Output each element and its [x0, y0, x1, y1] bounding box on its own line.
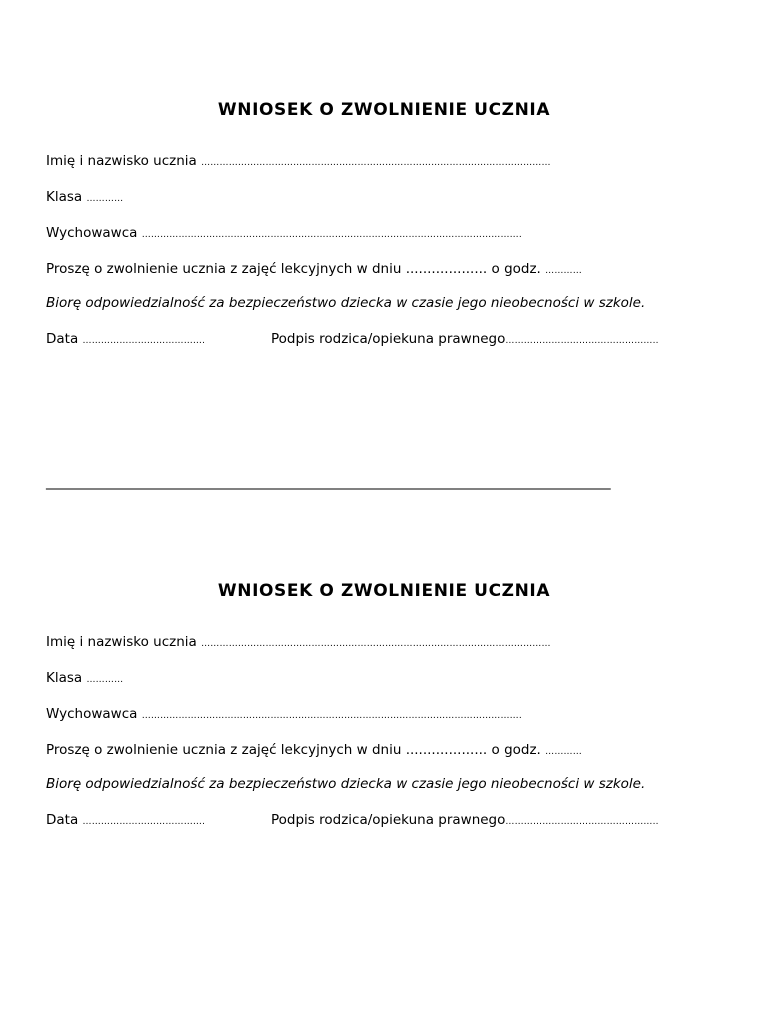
student-name-field: …………………………………………………………………………………………………… [201, 158, 551, 168]
teacher-label: Wychowawca [46, 706, 138, 722]
class-line [46, 189, 123, 205]
signature-field: ………………………………………….. [505, 336, 659, 346]
student-name-field: …………………………………………………………………………………………………… [201, 639, 551, 649]
student-name-label: Imię i nazwisko ucznia [46, 153, 197, 169]
request-line [46, 261, 582, 277]
signature-label: Podpis rodzica/opiekuna prawnego [271, 331, 506, 347]
form-title: WNIOSEK O ZWOLNIENIE UCZNIA [217, 100, 551, 120]
signature-line [46, 331, 659, 347]
teacher-label: Wychowawca [46, 225, 138, 241]
request-text: Proszę o zwolnienie ucznia z zajęć lekcyjnych w dniu ................... o godz. [46, 742, 541, 758]
signature-block [271, 812, 659, 828]
teacher-field: ……………………………………………………………………………………………………………. [141, 711, 522, 721]
signature-line [46, 812, 659, 828]
date-label: Data [46, 812, 79, 828]
request-time-field: ………… [545, 747, 582, 757]
signature-field: ………………………………………….. [505, 817, 659, 827]
student-name-line [46, 634, 551, 650]
request-line [46, 742, 582, 758]
teacher-line [46, 706, 522, 722]
responsibility-statement: Biorę odpowiedzialność za bezpieczeństwo dziecka w czasie jego nieobecności w szkole. [46, 776, 646, 792]
class-label: Klasa [46, 670, 83, 686]
date-field: …………………………………. [82, 336, 206, 346]
class-field: ………… [86, 675, 124, 685]
date-field: …………………………………. [82, 817, 206, 827]
student-name-line [46, 153, 551, 169]
signature-block [271, 331, 659, 347]
request-time-field: ………… [545, 266, 582, 276]
signature-label: Podpis rodzica/opiekuna prawnego [271, 812, 506, 828]
student-name-label: Imię i nazwisko ucznia [46, 634, 197, 650]
responsibility-statement: Biorę odpowiedzialność za bezpieczeństwo dziecka w czasie jego nieobecności w szkole. [46, 295, 646, 311]
class-field: ………… [86, 194, 124, 204]
teacher-line [46, 225, 522, 241]
class-label: Klasa [46, 189, 83, 205]
form-title: WNIOSEK O ZWOLNIENIE UCZNIA [217, 581, 551, 601]
class-line [46, 670, 123, 686]
teacher-field: ……………………………………………………………………………………………………………. [141, 230, 522, 240]
request-text: Proszę o zwolnienie ucznia z zajęć lekcyjnych w dniu ................... o godz. [46, 261, 541, 277]
date-label: Data [46, 331, 79, 347]
cut-separator-line: ___________________________________________________________________________________ [46, 474, 611, 490]
